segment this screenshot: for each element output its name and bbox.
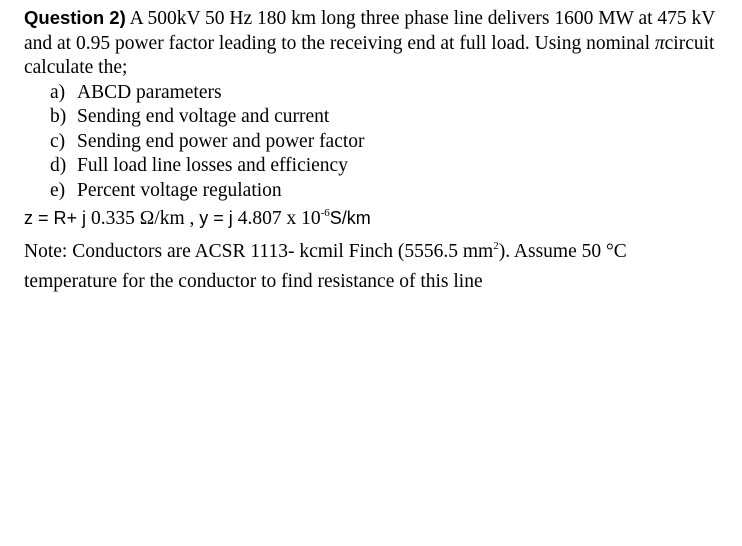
question-label: Question 2) — [24, 7, 126, 28]
sub-question — [50, 130, 724, 155]
note-superscript: 2 — [493, 239, 499, 252]
sub-question-letter: c) — [50, 130, 66, 152]
sub-question-letter: b) — [50, 106, 67, 127]
sub-question — [50, 154, 724, 179]
sub-question-letter: a) — [50, 81, 66, 103]
z-value: 0.335 Ω/km , — [91, 208, 200, 229]
sub-question-text: Percent voltage regulation — [77, 179, 282, 201]
pi-symbol: π — [654, 32, 665, 54]
y-value: 4.807 x 10 — [237, 208, 321, 229]
z-label: z = R+ j — [24, 208, 92, 228]
sub-question-text: ABCD parameters — [77, 81, 222, 103]
question-intro — [24, 6, 724, 81]
question-block — [24, 6, 724, 232]
sub-question — [50, 81, 724, 106]
question-text-2: circuit calculate the; — [24, 32, 715, 78]
sub-question — [50, 179, 724, 204]
note-paragraph — [24, 237, 724, 297]
sub-question-letter: e) — [50, 179, 66, 201]
sub-questions-list — [50, 81, 724, 204]
note-text-2: ). Assume 50 °C temperature for the conductor to find resistance of this line — [24, 241, 627, 292]
question-text-1: A 500kV 50 Hz 180 km long three phase line delivers 1600 MW at 475 kV and at 0.95 power factor leading to the receiving end at full load. Using nominal — [24, 8, 716, 54]
sub-question-text: Sending end voltage and current — [77, 106, 330, 127]
note-text-1: Note: Conductors are ACSR 1113- kcmil Finch (5556.5 mm — [24, 241, 494, 262]
sub-question-letter: d) — [50, 155, 67, 176]
y-unit: S/km — [329, 208, 371, 228]
y-label: y = j — [199, 208, 238, 228]
sub-question-text: Sending end power and power factor — [77, 130, 365, 152]
line-parameters-equation — [24, 206, 724, 232]
sub-question — [50, 105, 724, 130]
y-exponent: -6 — [320, 206, 330, 219]
sub-question-text: Full load line losses and efficiency — [77, 155, 348, 176]
